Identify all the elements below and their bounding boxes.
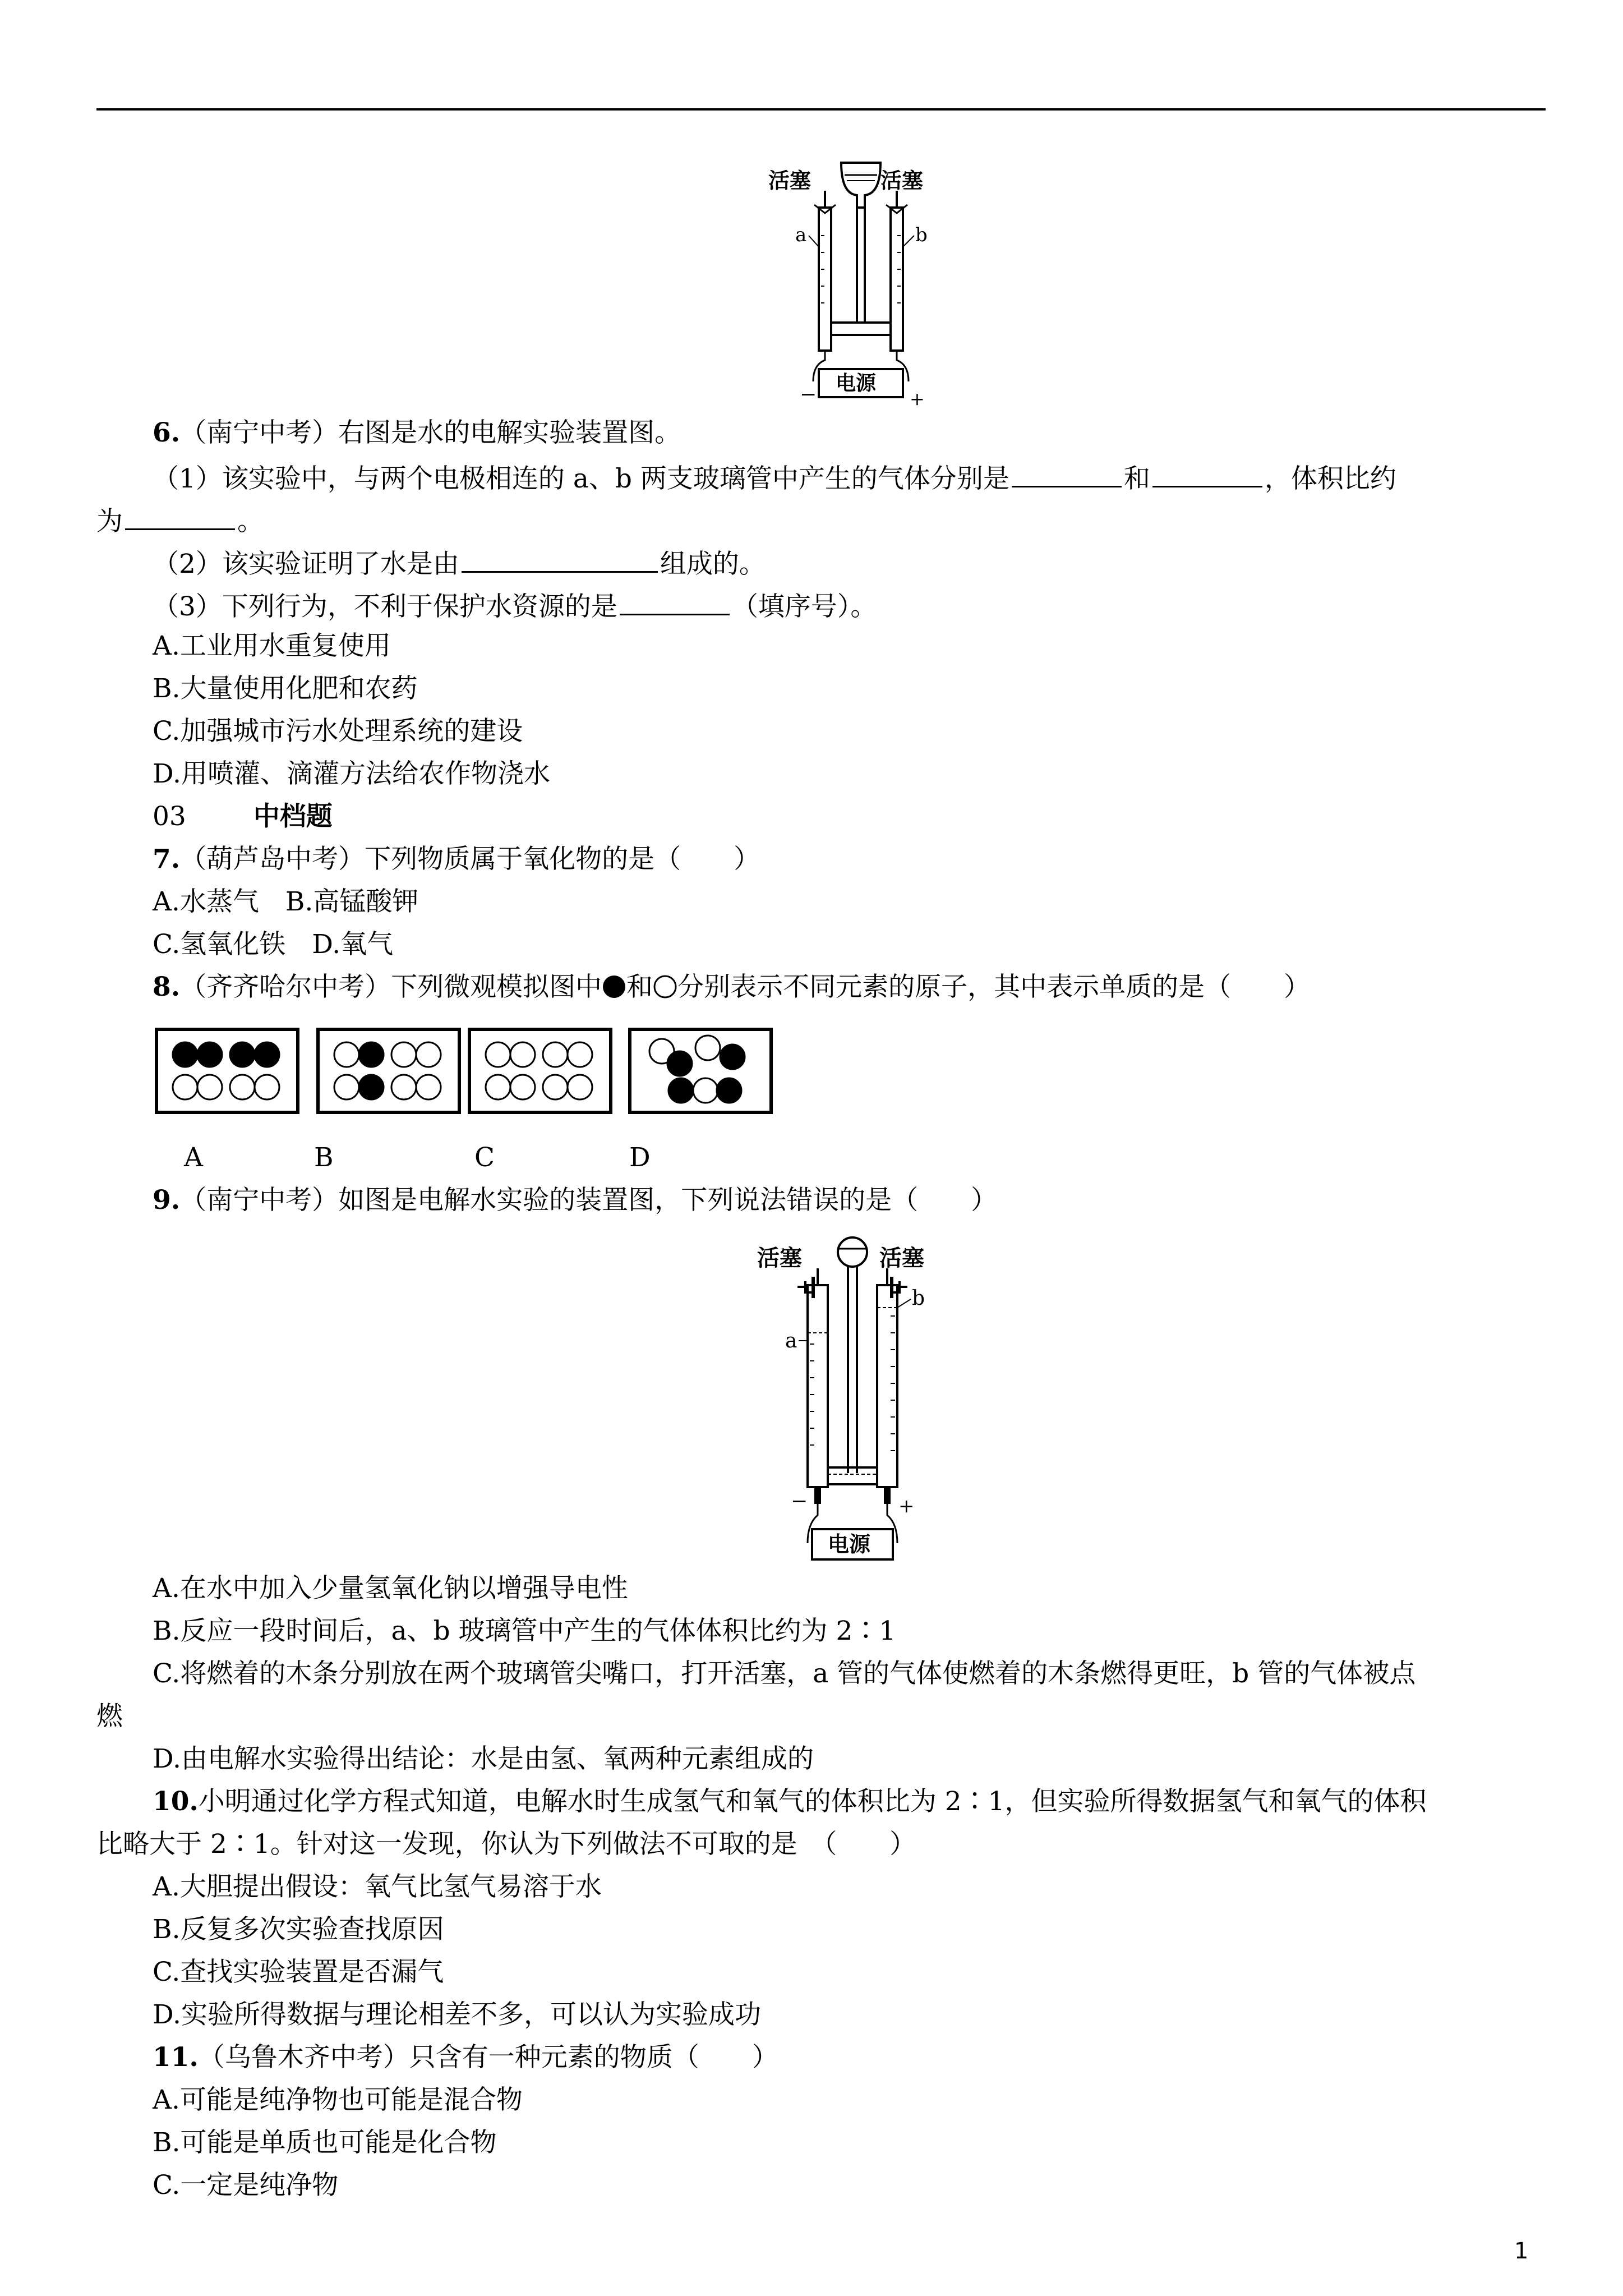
q6-stem [153,416,681,450]
tube-label-a: a [785,1329,797,1352]
q9-option-c: C.将燃着的木条分别放在两个玻璃管尖嘴口，打开活塞，a 管的气体使燃着的木条燃得更旺，b 管的气体被点 [153,1658,1416,1689]
model-label-c: C [474,1142,495,1173]
q11-option-b: B.可能是单质也可能是化合物 [153,2127,497,2158]
model-label-d: D [629,1142,651,1173]
q8-stem-and: 和 [626,972,653,1002]
q11-stem [153,2041,778,2074]
model-box-d[interactable] [628,1028,773,1114]
q6-sub3-text-a: （3）下列行为，不利于保护水资源的是 [153,591,617,622]
q7-stem [153,843,760,876]
q10-stem-text: 小明通过化学方程式知道，电解水时生成氢气和氧气的体积比为 2∶1，但实验所得数据氢气和氧气的体积 [198,1786,1427,1817]
q7-stem-text: （葫芦岛中考）下列物质属于氧化物的是（ ） [180,844,760,875]
q9-number: 9. [153,1185,181,1216]
q9-option-d: D.由电解水实验得出结论：水是由氢、氧两种元素组成的 [153,1743,814,1774]
q7-options-row2: C.氢氧化铁 D.氧气 [153,929,394,960]
q6-number: 6. [153,417,181,448]
q6-sub2-text-a: （2）该实验证明了水是由 [153,549,459,579]
plus-sign: + [898,1495,915,1517]
page-number: 1 [1514,2238,1529,2264]
electrolysis-apparatus-figure-2 [751,1232,976,1568]
header-rule [96,108,1546,111]
q6-sub3 [153,587,877,624]
valve-label-left: 活塞 [757,1245,802,1271]
model-box-a[interactable] [155,1028,299,1114]
q9-option-b: B.反应一段时间后，a、b 玻璃管中产生的气体体积比约为 2∶1 [153,1616,896,1646]
q8-stem [153,970,1310,1004]
q6-sub1-text-c: 为 [96,506,123,537]
q6-blank-choice[interactable] [620,587,730,615]
q6-sub1-end: 。 [237,506,264,537]
model-box-c[interactable] [468,1028,612,1114]
q9-option-c-cont: 燃 [96,1701,123,1732]
q6-sub1-text-b: ，体积比约 [1264,463,1396,494]
tube-label-a: a [795,224,807,246]
valve-label-right: 活塞 [880,168,924,193]
q8-stem-text-b: 分别表示不同元素的原子，其中表示单质的是（ ） [677,972,1311,1002]
q6-option-b: B.大量使用化肥和农药 [153,673,418,704]
model-label-a: A [184,1142,203,1173]
valve-label-right: 活塞 [879,1245,924,1271]
power-label: 电源 [828,1531,871,1557]
q7-options-row1: A.水蒸气 B.高锰酸钾 [153,886,419,917]
q6-blank-ratio[interactable] [125,501,235,530]
section-heading [153,800,333,834]
q6-blank-composition[interactable] [462,544,658,573]
q11-stem-text: （乌鲁木齐中考）只含有一种元素的物质（ ） [198,2042,778,2073]
model-label-b: B [314,1142,334,1173]
q9-option-a: A.在水中加入少量氢氧化钠以增强导电性 [153,1573,628,1604]
model-box-b[interactable] [316,1028,461,1114]
q6-option-d: D.用喷灌、滴灌方法给农作物浇水 [153,758,550,789]
valve-label-left: 活塞 [768,168,811,193]
black-atom-icon [602,974,626,999]
q11-option-c: C.一定是纯净物 [153,2170,339,2201]
q6-sub1 [153,459,1396,496]
white-atom-icon [653,974,677,999]
q6-option-a: A.工业用水重复使用 [153,631,391,661]
minus-sign: − [791,1490,808,1513]
q10-option-a: A.大胆提出假设：氧气比氢气易溶于水 [153,1871,602,1902]
q10-option-b: B.反复多次实验查找原因 [153,1914,444,1945]
q10-number: 10. [153,1786,199,1817]
q6-sub1-and: 和 [1123,463,1150,494]
q6-sub1-text-a: （1）该实验中，与两个电极相连的 a、b 两支玻璃管中产生的气体分别是 [153,463,1009,494]
q6-sub2-text-b: 组成的。 [660,549,766,579]
power-label: 电源 [836,371,877,395]
q9-stem [153,1184,997,1217]
q10-stem [153,1785,1427,1819]
q6-blank-gas-a[interactable] [1012,459,1122,487]
q7-number: 7. [153,844,181,875]
q9-stem-text: （南宁中考）如图是电解水实验的装置图，下列说法错误的是（ ） [180,1185,998,1216]
q11-option-a: A.可能是纯净物也可能是混合物 [153,2085,523,2115]
q10-stem-cont: 比略大于 2∶1。针对这一发现，你认为下列做法不可取的是 （ ） [96,1829,916,1860]
q6-sub2 [153,544,766,581]
electrolysis-apparatus-figure-1 [763,151,965,409]
q8-stem-text-a: （齐齐哈尔中考）下列微观模拟图中 [180,972,602,1002]
q6-option-c: C.加强城市污水处理系统的建设 [153,716,523,747]
tube-label-b: b [915,224,928,246]
q6-stem-text: （南宁中考）右图是水的电解实验装置图。 [180,417,681,448]
q11-number: 11. [153,2042,199,2073]
q6-sub3-text-b: （填序号）。 [731,591,877,622]
minus-sign: − [800,383,817,406]
q10-option-c: C.查找实验装置是否漏气 [153,1957,444,1987]
q8-number: 8. [153,972,181,1002]
q10-option-d: D.实验所得数据与理论相差不多，可以认为实验成功 [153,1999,761,2030]
section-title: 中档题 [253,801,333,832]
q6-sub1-cont [96,501,264,539]
plus-sign: + [910,388,925,409]
tube-label-b: b [912,1287,925,1310]
section-number: 03 [153,801,186,832]
q6-blank-gas-b[interactable] [1152,459,1262,487]
